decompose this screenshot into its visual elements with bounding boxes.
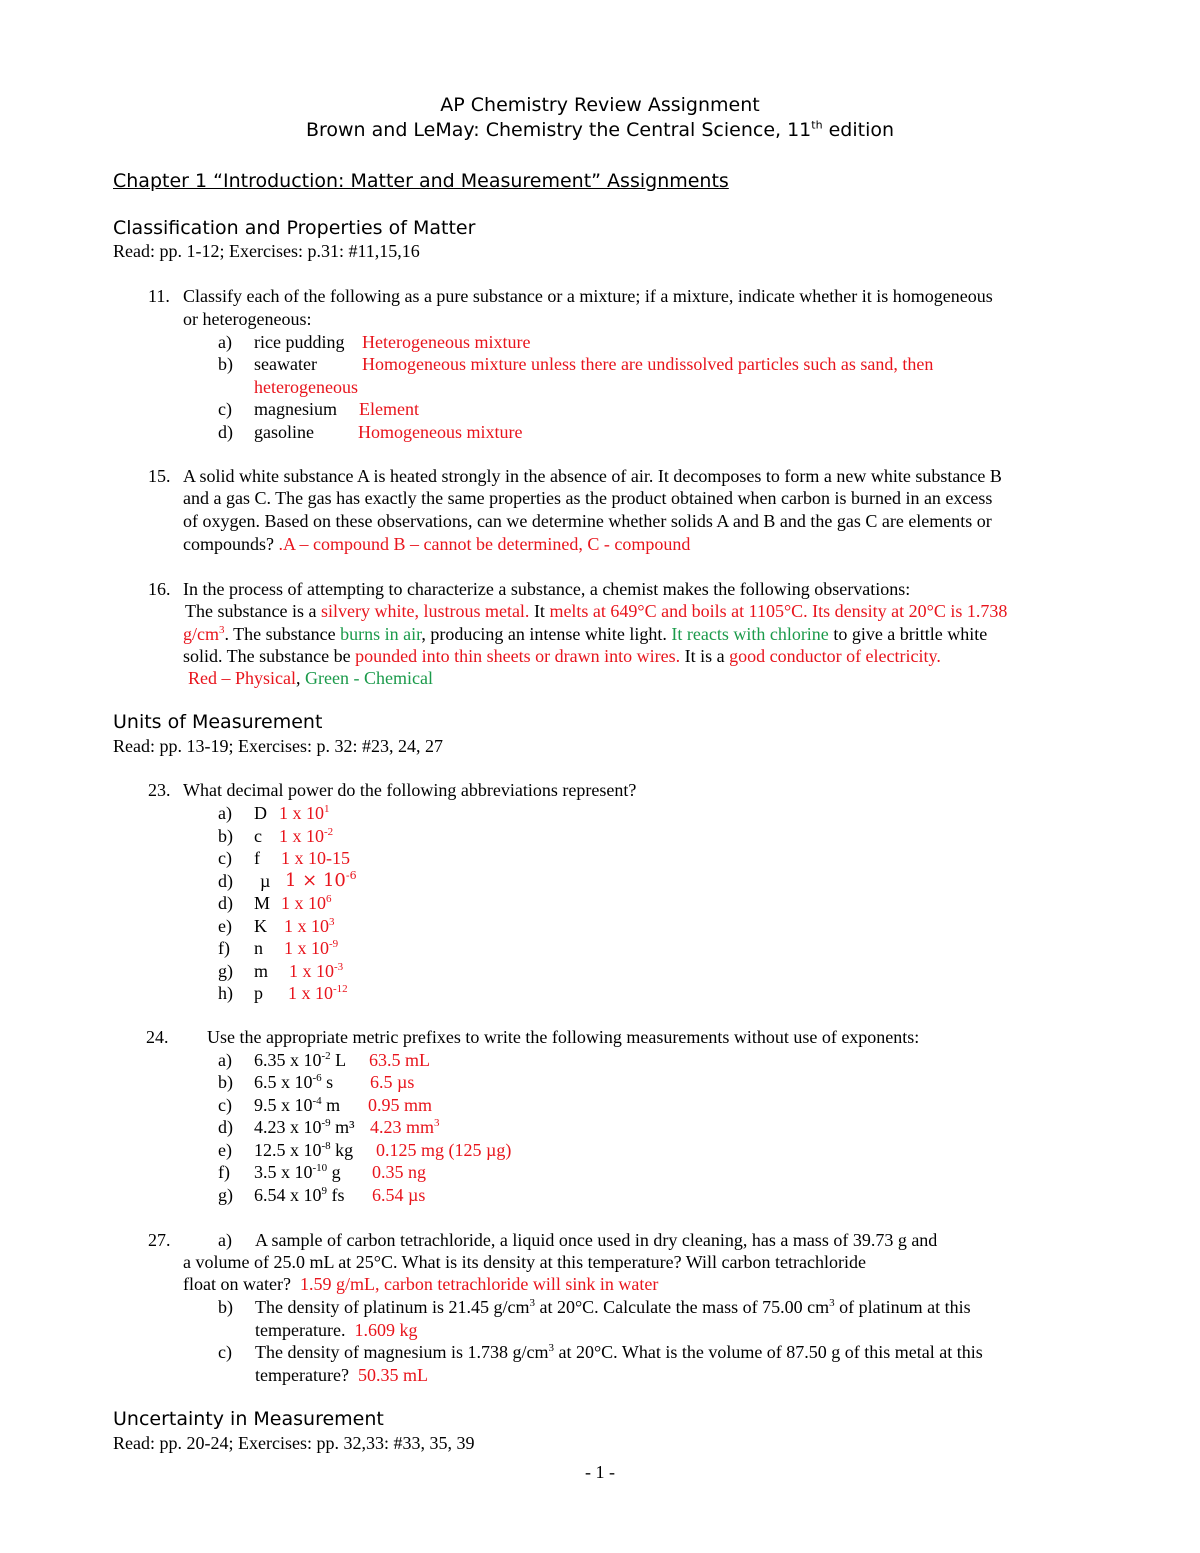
- question-16-line4: [183, 645, 941, 667]
- section-read-uncertainty: Read: pp. 20-24; Exercises: pp. 32,33: #33, 35, 39: [113, 1433, 475, 1453]
- q24-measurement-base: 6.5 x 10: [254, 1072, 313, 1092]
- q23-answer-base: 1 x 10: [288, 983, 333, 1003]
- q24-measurement-unit: s: [321, 1072, 334, 1092]
- q16-chemical-property: It reacts with chlorine: [671, 624, 829, 644]
- q27-c-superscript: 3: [548, 1342, 554, 1354]
- section-heading-units: Units of Measurement: [113, 711, 323, 733]
- q16-unit-superscript: 3: [219, 624, 225, 636]
- q23-item-label: f): [218, 938, 230, 958]
- q27-b-line1: [255, 1296, 971, 1318]
- q24-measurement-base: 9.5 x 10: [254, 1095, 313, 1115]
- q23-item-label: h): [218, 983, 233, 1003]
- q23-item-answer: [284, 937, 338, 959]
- q27-b-label: b): [218, 1297, 233, 1317]
- q23-answer-base: 1 x 10: [279, 826, 324, 846]
- q23-item-prefix: M: [254, 893, 271, 913]
- q27-b-superscript: 3: [529, 1297, 535, 1309]
- question-15-line4-text: compounds?: [183, 534, 274, 554]
- q16-unit-text: g/cm: [183, 624, 219, 644]
- question-16-line2: [185, 600, 1007, 622]
- q11-b-answer-line2: heterogeneous: [254, 377, 358, 397]
- q11-a-label: a): [218, 332, 232, 352]
- document-subtitle: [0, 119, 1200, 141]
- q27-c-line1: [255, 1341, 983, 1363]
- q27-b-line2: [255, 1319, 417, 1341]
- q24-item-measurement: [254, 1116, 355, 1138]
- q23-answer-exponent: 3: [329, 916, 335, 928]
- q11-c-answer: Element: [359, 399, 419, 419]
- q23-item-answer: [288, 982, 348, 1004]
- q24-item-measurement: [254, 1094, 340, 1116]
- q23-item-answer: [279, 825, 333, 847]
- q24-measurement-base: 6.35 x 10: [254, 1050, 322, 1070]
- q24-item-measurement: [254, 1161, 341, 1183]
- q11-d-answer: Homogeneous mixture: [358, 422, 523, 442]
- q24-item-label: d): [218, 1117, 233, 1137]
- question-16-line3: [183, 623, 987, 645]
- page-number: - 1 -: [585, 1462, 615, 1482]
- q24-measurement-exponent: -4: [312, 1095, 322, 1107]
- question-15-line3: of oxygen. Based on these observations, can we determine whether solids A and B and the gas C are elements or: [183, 511, 992, 531]
- q23-item-label: c): [218, 848, 232, 868]
- q27-b-text: temperature.: [255, 1320, 346, 1340]
- q24-item-label: f): [218, 1162, 230, 1182]
- q23-item-answer: [281, 892, 332, 914]
- question-24-text: Use the appropriate metric prefixes to write the following measurements without use of exponents:: [207, 1027, 920, 1047]
- q16-text: It: [529, 601, 550, 621]
- q16-physical-property: silvery white, lustrous metal.: [320, 601, 530, 621]
- q16-physical-property: melts at 649°C and boils at 1105°C. Its density at 20°C is 1.738: [549, 601, 1008, 621]
- q24-measurement-base: 3.5 x 10: [254, 1162, 313, 1182]
- q24-measurement-base: 12.5 x 10: [254, 1140, 322, 1160]
- q27-b-text: at 20°C. Calculate the mass of 75.00 cm: [534, 1297, 830, 1317]
- q23-item-answer: [285, 870, 357, 892]
- q11-d-label: d): [218, 422, 233, 442]
- question-16-legend: [188, 667, 433, 689]
- q27-a-answer: 1.59 g/mL, carbon tetrachloride will sink in water: [299, 1274, 659, 1294]
- q27-a-line2: a volume of 25.0 mL at 25°C. What is its density at this temperature? Will carbon tetrachloride: [183, 1252, 866, 1272]
- q24-item-measurement: [254, 1139, 353, 1161]
- question-11-text-line2: or heterogeneous:: [183, 309, 312, 329]
- q16-text: The substance is a: [185, 601, 321, 621]
- q24-answer-text: 0.35 ng: [372, 1162, 426, 1182]
- chapter-heading: Chapter 1 “Introduction: Matter and Measurement” Assignments: [113, 170, 729, 192]
- question-11-text-line1: Classify each of the following as a pure substance or a mixture; if a mixture, indicate whether it is homogeneous: [183, 286, 993, 306]
- q23-answer-base: 1 x 10: [289, 961, 334, 981]
- q23-item-answer: [279, 802, 330, 824]
- q24-item-answer: [370, 1116, 440, 1138]
- q23-answer-base: 1 x 10: [279, 803, 324, 823]
- q11-b-label: b): [218, 354, 233, 374]
- q24-answer-text: 6.5 µs: [370, 1072, 415, 1092]
- q24-answer-text: 0.95 mm: [368, 1095, 433, 1115]
- q24-measurement-exponent: -2: [321, 1050, 331, 1062]
- q23-answer-base: 1 × 10: [285, 870, 346, 891]
- section-read-classification: Read: pp. 1-12; Exercises: p.31: #11,15,16: [113, 241, 420, 261]
- q23-item-label: b): [218, 826, 233, 846]
- q27-c-line2: [255, 1364, 428, 1386]
- q23-item-prefix: p: [254, 983, 263, 1003]
- legend-chemical: Green - Chemical: [305, 668, 433, 688]
- q24-measurement-unit: fs: [327, 1185, 345, 1205]
- question-number-15: 15.: [148, 466, 171, 486]
- subtitle-text: Brown and LeMay: Chemistry the Central Science, 11: [305, 119, 812, 141]
- q23-item-prefix: K: [254, 916, 267, 936]
- q11-d-text: gasoline: [254, 422, 314, 442]
- q23-item-answer: [281, 847, 350, 869]
- section-heading-classification: Classification and Properties of Matter: [113, 217, 476, 239]
- q23-answer-base: 1 x 10: [284, 916, 329, 936]
- q24-answer-text: 6.54 µs: [372, 1185, 426, 1205]
- q23-answer-exponent: -12: [333, 983, 348, 995]
- question-15-answer: .A – compound B – cannot be determined, C - compound: [273, 534, 691, 554]
- q24-item-label: a): [218, 1050, 232, 1070]
- subtitle-superscript: th: [811, 118, 823, 132]
- q24-item-answer: [370, 1071, 414, 1093]
- question-number-16: 16.: [148, 579, 171, 599]
- q16-physical-property: pounded into thin sheets or drawn into wires.: [355, 646, 681, 666]
- q24-item-measurement: [254, 1049, 346, 1071]
- q24-answer-text: 4.23 mm: [370, 1117, 435, 1137]
- q23-answer-exponent: -3: [334, 961, 344, 973]
- question-15-line2: and a gas C. The gas has exactly the same properties as the product obtained when carbon is burned in an excess: [183, 488, 993, 508]
- question-number-24: 24.: [146, 1027, 169, 1047]
- q27-c-label: c): [218, 1342, 232, 1362]
- q23-answer-exponent: -2: [324, 826, 334, 838]
- q24-answer-text: 63.5 mL: [369, 1050, 430, 1070]
- q23-answer-exponent: -6: [345, 869, 357, 882]
- q24-item-measurement: [254, 1071, 333, 1093]
- q27-b-text: The density of platinum is 21.45 g/cm: [255, 1297, 530, 1317]
- q24-item-label: b): [218, 1072, 233, 1092]
- q23-item-label: a): [218, 803, 232, 823]
- q27-a-line1: A sample of carbon tetrachloride, a liquid once used in dry cleaning, has a mass of 39.73 g and: [255, 1230, 938, 1250]
- q24-item-answer: [372, 1184, 425, 1206]
- q27-a-text: float on water?: [183, 1274, 291, 1294]
- q23-answer-base: 1 x 10: [284, 938, 329, 958]
- question-16-line1: In the process of attempting to characterize a substance, a chemist makes the following observations:: [183, 579, 911, 599]
- question-number-11: 11.: [148, 286, 170, 306]
- q16-text: .: [224, 624, 229, 644]
- q23-item-prefix: m: [254, 961, 269, 981]
- q27-a-line3: [183, 1273, 658, 1295]
- q11-a-text: rice pudding: [254, 332, 345, 352]
- subtitle-suffix: edition: [822, 119, 895, 141]
- q16-physical-property: good conductor of electricity.: [729, 646, 941, 666]
- q24-measurement-unit: g: [327, 1162, 341, 1182]
- q27-a-label: a): [218, 1230, 232, 1250]
- q24-item-label: e): [218, 1140, 232, 1160]
- q24-item-label: g): [218, 1185, 233, 1205]
- q23-answer-exponent: 6: [326, 893, 332, 905]
- q27-c-text: temperature?: [255, 1365, 349, 1385]
- q23-item-label: d): [218, 871, 233, 891]
- q24-item-measurement: [254, 1184, 345, 1206]
- q16-text: solid. The substance be: [183, 646, 356, 666]
- q23-item-prefix: µ: [260, 871, 271, 891]
- q24-measurement-unit: m³: [330, 1117, 355, 1137]
- q24-item-label: c): [218, 1095, 232, 1115]
- q27-c-text: at 20°C. What is the volume of 87.50 g of this metal at this: [553, 1342, 983, 1362]
- section-read-units: Read: pp. 13-19; Exercises: p. 32: #23, 24, 27: [113, 736, 443, 756]
- legend-physical: Red – Physical: [188, 668, 296, 688]
- q23-item-prefix: n: [254, 938, 263, 958]
- q24-measurement-unit: m: [321, 1095, 341, 1115]
- q16-text: to give a brittle white: [828, 624, 988, 644]
- q11-c-label: c): [218, 399, 232, 419]
- q24-measurement-exponent: -9: [321, 1117, 331, 1129]
- q24-answer-superscript: 3: [434, 1117, 440, 1129]
- q27-b-answer: 1.609 kg: [354, 1320, 418, 1340]
- q24-measurement-unit: L: [330, 1050, 347, 1070]
- q23-item-prefix: D: [254, 803, 267, 823]
- q23-item-label: e): [218, 916, 232, 936]
- q11-c-text: magnesium: [254, 399, 337, 419]
- q24-measurement-base: 4.23 x 10: [254, 1117, 322, 1137]
- q24-measurement-unit: kg: [330, 1140, 354, 1160]
- q23-item-label: d): [218, 893, 233, 913]
- q11-a-answer: Heterogeneous mixture: [362, 332, 531, 352]
- q23-answer-exponent: 1: [324, 803, 330, 815]
- q16-physical-property: [183, 624, 225, 644]
- q16-text: , producing an intense white light.: [421, 624, 672, 644]
- q23-answer-base: 1 x 10: [281, 893, 326, 913]
- q24-measurement-exponent: -6: [312, 1072, 322, 1084]
- q23-answer-base: 1 x 10-15: [281, 848, 350, 868]
- legend-separator: ,: [296, 668, 305, 688]
- q23-item-prefix: c: [254, 826, 262, 846]
- q23-item-label: g): [218, 961, 233, 981]
- q24-measurement-base: 6.54 x 10: [254, 1185, 322, 1205]
- question-number-27: 27.: [148, 1230, 171, 1250]
- question-23-text: What decimal power do the following abbreviations represent?: [183, 780, 637, 800]
- q23-item-answer: [284, 915, 335, 937]
- question-15-line4: [183, 533, 690, 555]
- q24-measurement-exponent: 9: [321, 1185, 327, 1197]
- q24-item-answer: [372, 1161, 426, 1183]
- q24-item-answer: [368, 1094, 432, 1116]
- q11-b-text: seawater: [254, 354, 317, 374]
- q16-text: It is a: [680, 646, 730, 666]
- q24-measurement-exponent: -10: [312, 1162, 328, 1174]
- q23-item-answer: [289, 960, 343, 982]
- section-heading-uncertainty: Uncertainty in Measurement: [113, 1408, 384, 1430]
- q27-b-text: of platinum at this: [834, 1297, 971, 1317]
- q27-c-text: The density of magnesium is 1.738 g/cm: [255, 1342, 549, 1362]
- q16-chemical-property: burns in air: [340, 624, 422, 644]
- q24-item-answer: [376, 1139, 511, 1161]
- q27-b-superscript: 3: [829, 1297, 835, 1309]
- question-number-23: 23.: [148, 780, 171, 800]
- q16-text: The substance: [229, 624, 341, 644]
- question-15-line1: A solid white substance A is heated strongly in the absence of air. It decomposes to form a new white substance B: [183, 466, 1002, 486]
- q24-answer-text: 0.125 mg (125 µg): [376, 1140, 512, 1160]
- q23-item-prefix: f: [254, 848, 260, 868]
- q11-b-answer-line1: Homogeneous mixture unless there are undissolved particles such as sand, then: [362, 354, 934, 374]
- q24-measurement-exponent: -8: [321, 1140, 331, 1152]
- q23-answer-exponent: -9: [329, 938, 339, 950]
- document-title: AP Chemistry Review Assignment: [440, 94, 760, 116]
- q27-c-answer: 50.35 mL: [357, 1365, 428, 1385]
- q24-item-answer: [369, 1049, 430, 1071]
